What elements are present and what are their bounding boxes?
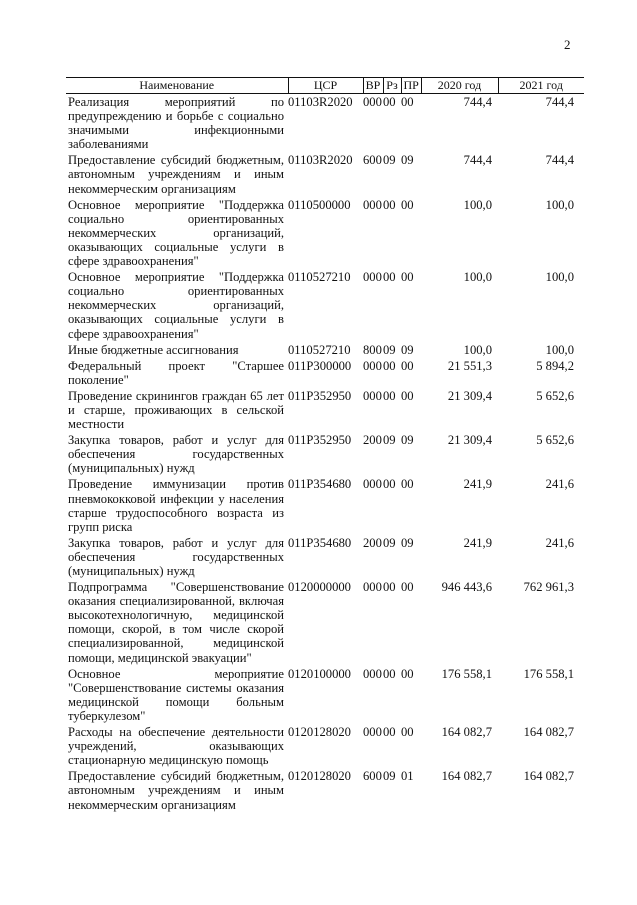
row-pr: 00 [401,270,414,285]
row-pr: 00 [401,477,414,492]
table-row [66,197,584,269]
row-rz: 00 [383,197,396,212]
row-pr: 00 [401,725,414,740]
row-2021-value: 5 652,6 [536,433,574,448]
row-csr: 011P352950 [288,388,352,403]
row-vr: 000 [363,477,382,492]
row-rz: 09 [383,342,396,357]
row-name: Закупка товаров, работ и услуг для обеспечения государственных (муниципальных) нужд [68,433,284,476]
row-csr: 0120000000 [288,580,351,595]
table-row [66,388,584,432]
row-csr: 011P352950 [288,433,352,448]
row-2020-value: 21 309,4 [447,388,492,403]
row-rz: 00 [383,666,396,681]
row-name: Закупка товаров, работ и услуг для обеспечения государственных (муниципальных) нужд [68,535,284,578]
row-pr: 09 [401,153,414,168]
row-name: Иные бюджетные ассигнования [68,342,239,357]
row-vr: 000 [363,270,382,285]
table-row [66,476,584,534]
table-row [66,432,584,476]
row-csr: 01103R2020 [288,153,353,168]
row-pr: 00 [401,358,414,373]
table-row [66,535,584,579]
row-vr: 000 [363,388,382,403]
row-2021-value: 164 082,7 [523,725,574,740]
row-name: Проведение иммунизации против пневмококковой инфекции у населения старше трудоспособного возраста из групп риска [68,477,284,534]
row-name: Расходы на обеспечение деятельности учреждений, оказывающих стационарную медицинскую помощь [68,725,284,768]
row-rz: 00 [383,725,396,740]
row-csr: 0110527210 [288,270,351,285]
row-rz: 09 [383,153,396,168]
budget-table [66,77,584,813]
row-2021-value: 176 558,1 [523,666,574,681]
row-csr: 01103R2020 [288,95,353,109]
row-pr: 09 [401,433,414,448]
row-rz: 09 [383,535,396,550]
row-2020-value: 100,0 [463,342,492,357]
row-vr: 200 [363,535,382,550]
row-name: Основное мероприятие "Поддержка социально ориентированных некоммерческих организаций, оказывающих социальные услуги в сфере здравоохранения" [68,197,284,269]
row-rz: 09 [383,769,396,784]
row-2021-value: 5 652,6 [536,388,574,403]
row-vr: 000 [363,580,382,595]
row-2021-value: 164 082,7 [523,769,574,784]
header-2021: 2021 год [498,78,584,94]
row-2021-value: 5 894,2 [536,358,574,373]
row-2020-value: 946 443,6 [441,580,492,595]
row-csr: 0120100000 [288,666,351,681]
row-2020-value: 100,0 [463,197,492,212]
row-2021-value: 241,6 [545,535,574,550]
header-vr: ВР [363,78,383,94]
row-2020-value: 176 558,1 [441,666,492,681]
row-pr: 00 [401,95,414,109]
header-name: Наименование [66,78,288,94]
header-rz: Рз [383,78,401,94]
row-vr: 000 [363,666,382,681]
row-pr: 00 [401,388,414,403]
row-pr: 00 [401,197,414,212]
row-csr: 011P354680 [288,477,352,492]
table-row [66,724,584,768]
row-2021-value: 744,4 [545,95,574,109]
row-2021-value: 100,0 [545,197,574,212]
table-row [66,152,584,196]
row-name: Основное мероприятие "Поддержка социально ориентированных некоммерческих организаций, оказывающих социальные услуги в сфере здравоохранения" [68,270,284,341]
row-vr: 000 [363,197,382,212]
row-vr: 800 [363,342,382,357]
header-pr: ПР [401,78,421,94]
row-name: Предоставление субсидий бюджетным, автономным учреждениям и иным некоммерческим организациям [68,153,284,196]
row-vr: 200 [363,433,382,448]
table-row [66,666,584,724]
row-pr: 09 [401,342,414,357]
row-2021-value: 100,0 [545,342,574,357]
table-row [66,342,584,358]
header-csr: ЦСР [288,78,363,94]
row-2020-value: 21 309,4 [447,433,492,448]
table-row [66,768,584,812]
row-csr: 0120128020 [288,725,351,740]
row-vr: 600 [363,153,382,168]
row-name: Проведение скринингов граждан 65 лет и старше, проживающих в сельской местности [68,388,284,432]
table-row [66,358,584,388]
row-rz: 00 [383,580,396,595]
header-row [66,78,584,94]
row-2020-value: 164 082,7 [441,725,492,740]
row-name: Федеральный проект "Старшее поколение" [68,358,284,387]
row-pr: 09 [401,535,414,550]
row-name: Основное мероприятие "Совершенствование системы оказания медицинской помощи больным туберкулезом" [68,666,284,723]
row-2020-value: 241,9 [463,477,492,492]
row-2021-value: 762 961,3 [523,580,574,595]
table-row [66,269,584,341]
table-row [66,94,584,153]
table-row [66,579,584,666]
row-rz: 00 [383,477,396,492]
row-2021-value: 100,0 [545,270,574,285]
row-rz: 00 [383,270,396,285]
row-csr: 0120128020 [288,769,351,784]
row-csr: 0110527210 [288,342,351,357]
row-csr: 011P354680 [288,535,352,550]
row-vr: 000 [363,95,382,109]
row-rz: 09 [383,433,396,448]
row-2021-value: 241,6 [545,477,574,492]
row-vr: 000 [363,358,382,373]
header-2020: 2020 год [421,78,498,94]
row-vr: 000 [363,725,382,740]
row-2020-value: 100,0 [463,270,492,285]
row-2020-value: 744,4 [463,153,492,168]
row-rz: 00 [383,388,396,403]
page-number: 2 [564,37,571,52]
row-rz: 00 [383,358,396,373]
row-pr: 01 [401,769,414,784]
row-rz: 00 [383,95,396,109]
row-2020-value: 21 551,3 [447,358,492,373]
row-csr: 0110500000 [288,197,351,212]
row-pr: 00 [401,666,414,681]
row-pr: 00 [401,580,414,595]
row-name: Предоставление субсидий бюджетным, автономным учреждениям и иным некоммерческим организациям [68,769,284,812]
row-2020-value: 744,4 [463,95,492,109]
row-2021-value: 744,4 [545,153,574,168]
row-name: Подпрограмма "Совершенствование оказания специализированной, включая высокотехнологичную, медицинской помощи, скорой, в том числе скорой специализированной, медицинской помощи, медицинской эвакуации" [68,580,284,665]
row-2020-value: 164 082,7 [441,769,492,784]
row-csr: 011P300000 [288,358,352,373]
row-2020-value: 241,9 [463,535,492,550]
row-name: Реализация мероприятий по предупреждению и борьбе с социально значимыми инфекционными заболеваниями [68,95,284,152]
row-vr: 600 [363,769,382,784]
